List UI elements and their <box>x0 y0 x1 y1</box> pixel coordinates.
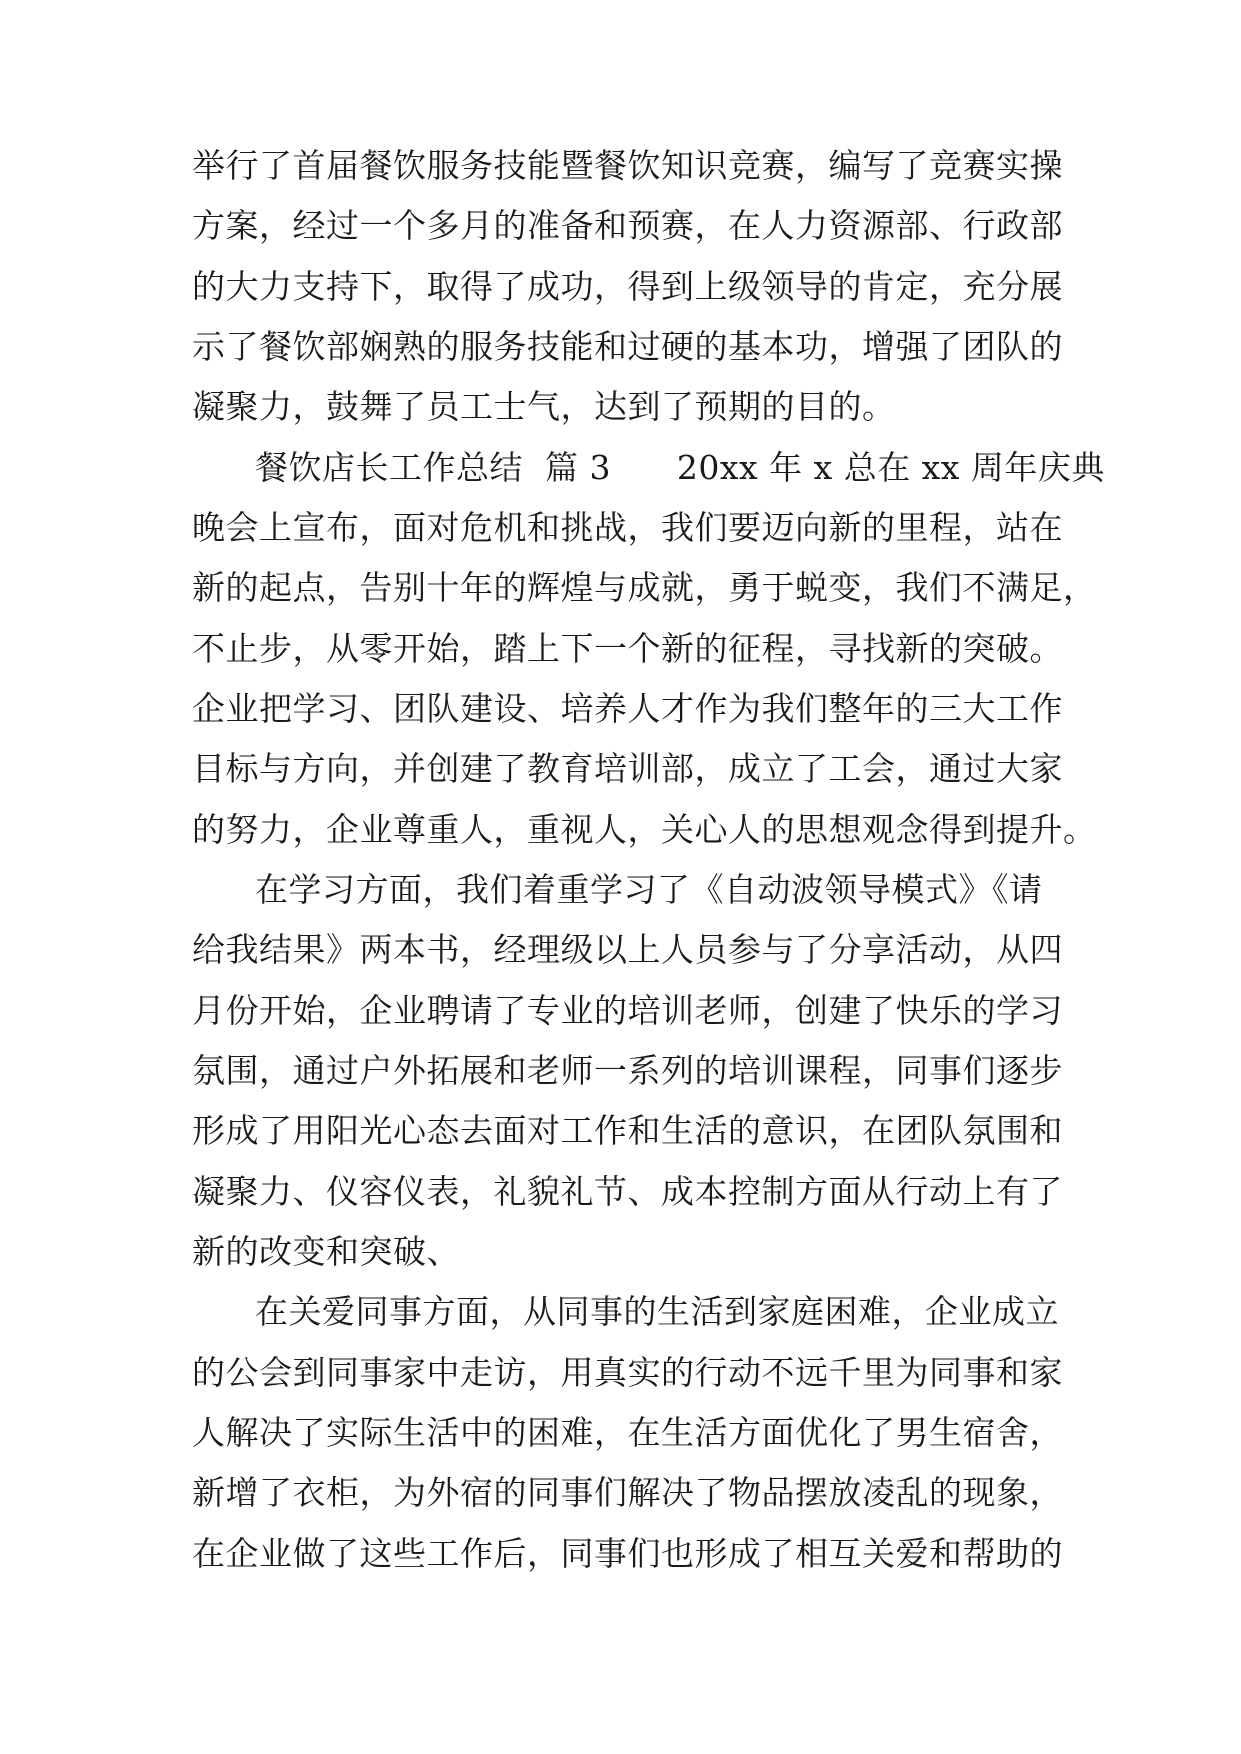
text-line <box>0 498 1241 558</box>
line-text: 不止步，从零开始，踏上下一个新的征程，寻找新的突破。 <box>192 629 1063 668</box>
text-line <box>0 377 1241 437</box>
text-line <box>0 1162 1241 1222</box>
line-text: 方案，经过一个多月的准备和预赛，在人力资源部、行政部 <box>192 206 1063 245</box>
text-line <box>0 619 1241 679</box>
line-text: 示了餐饮部娴熟的服务技能和过硬的基本功，增强了团队的 <box>192 327 1063 366</box>
section-heading-line <box>0 438 1241 498</box>
text-line <box>0 558 1241 618</box>
line-text: 在关爱同事方面，从同事的生活到家庭困难，企业成立 <box>255 1292 1059 1331</box>
line-text: 新的改变和突破、 <box>192 1232 460 1271</box>
line-text: 给我结果》两本书，经理级以上人员参与了分享活动，从四 <box>192 930 1063 969</box>
text-line <box>0 679 1241 739</box>
text-line <box>0 981 1241 1041</box>
text-line <box>0 1403 1241 1463</box>
text-line <box>0 1041 1241 1101</box>
text-line <box>0 1222 1241 1282</box>
line-text: 的努力，企业尊重人，重视人，关心人的思想观念得到提升。 <box>192 810 1097 849</box>
text-line <box>0 800 1241 860</box>
line-text: 目标与方向，并创建了教育培训部，成立了工会，通过大家 <box>192 749 1063 788</box>
text-line <box>0 920 1241 980</box>
line-text: 人解决了实际生活中的困难，在生活方面优化了男生宿舍， <box>192 1413 1063 1452</box>
line-text: 新增了衣柜，为外宿的同事们解决了物品摆放凌乱的现象， <box>192 1473 1063 1512</box>
text-line <box>0 1343 1241 1403</box>
text-line <box>0 1524 1241 1584</box>
text-line <box>0 1101 1241 1161</box>
line-text: 月份开始，企业聘请了专业的培训老师，创建了快乐的学习 <box>192 991 1063 1030</box>
line-text: 形成了用阳光心态去面对工作和生活的意识，在团队氛围和 <box>192 1111 1063 1150</box>
line-text: 凝聚力、仪容仪表，礼貌礼节、成本控制方面从行动上有了 <box>192 1172 1063 1211</box>
line-text: 的公会到同事家中走访，用真实的行动不远千里为同事和家 <box>192 1353 1063 1392</box>
line-text: 企业把学习、团队建设、培养人才作为我们整年的三大工作 <box>192 689 1063 728</box>
text-line <box>0 739 1241 799</box>
line-text: 的大力支持下，取得了成功，得到上级领导的肯定，充分展 <box>192 267 1063 306</box>
text-line <box>0 1282 1241 1342</box>
text-line <box>0 317 1241 377</box>
text-line <box>0 257 1241 317</box>
text-line <box>0 136 1241 196</box>
line-text: 在学习方面，我们着重学习了《自动波领导模式》《请 <box>255 870 1043 909</box>
line-text: 举行了首届餐饮服务技能暨餐饮知识竞赛，编写了竞赛实操 <box>192 146 1063 185</box>
line-text: 在企业做了这些工作后，同事们也形成了相互关爱和帮助的 <box>192 1534 1063 1573</box>
section-heading: 餐饮店长工作总结 篇 3 20xx 年 x 总在 xx 周年庆典 <box>255 448 1105 487</box>
line-text: 凝聚力，鼓舞了员工士气，达到了预期的目的。 <box>192 387 896 426</box>
line-text: 氛围，通过户外拓展和老师一系列的培训课程，同事们逐步 <box>192 1051 1063 1090</box>
line-text: 新的起点，告别十年的辉煌与成就，勇于蜕变，我们不满足， <box>192 568 1097 607</box>
line-text: 晚会上宣布，面对危机和挑战，我们要迈向新的里程，站在 <box>192 508 1063 547</box>
text-line <box>0 196 1241 256</box>
text-line <box>0 1463 1241 1523</box>
text-line <box>0 860 1241 920</box>
